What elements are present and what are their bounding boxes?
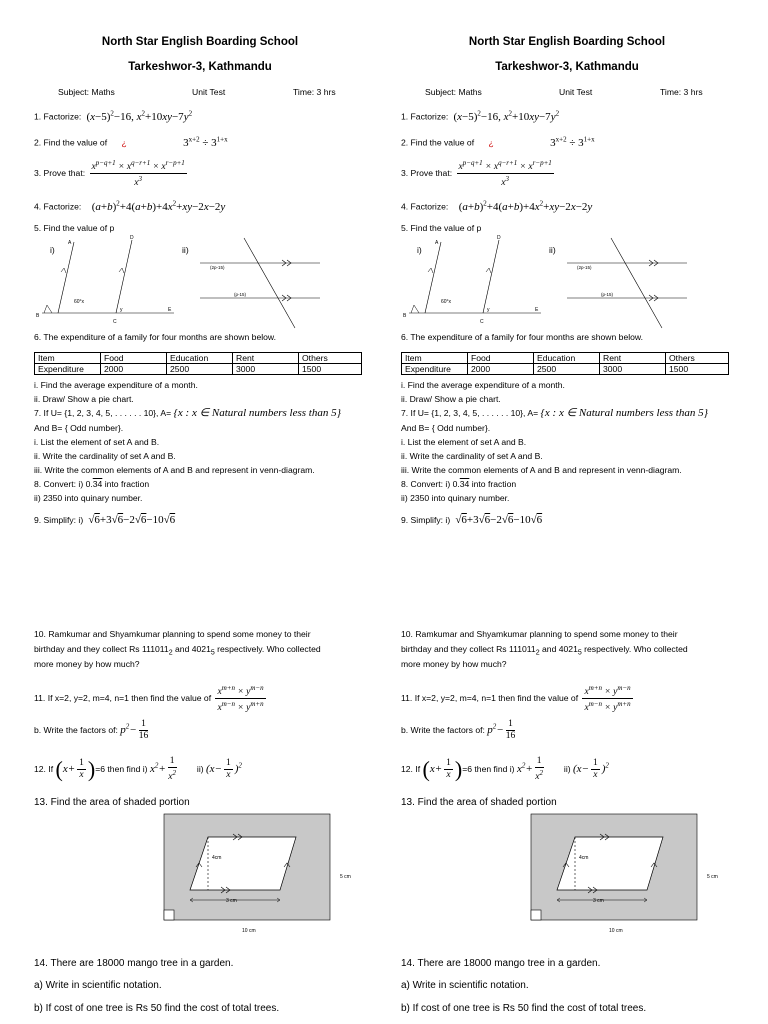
exam-type: Unit Test <box>559 87 593 97</box>
q6-part-i: i. Find the average expenditure of a month. <box>401 380 565 390</box>
question-10-line-3: more money by how much? <box>34 659 140 669</box>
label-E: E <box>535 307 539 313</box>
question-13: 13. Find the area of shaded portion <box>34 797 190 808</box>
table-cell: Others <box>666 353 729 364</box>
question-6: 6. The expenditure of a family for four months are shown below. <box>34 332 277 342</box>
parallel-lines-figure-2 <box>200 236 325 330</box>
shaded-area-figure <box>154 812 354 942</box>
bottom-label: 10 cm <box>609 928 623 934</box>
angle-2p-15: (2p-15) <box>577 265 592 270</box>
question-4: 4. Factorize: $(a+b)^2+4(a+b)+4x^2+xy-2x-2y$ <box>401 199 593 213</box>
label-C: C <box>480 319 484 325</box>
angle-p-15: (p-15) <box>234 292 247 297</box>
bottom-label: 10 cm <box>242 928 256 934</box>
q6-part-ii: ii. Draw/ Show a pie chart. <box>34 394 134 404</box>
q7-part-iii: iii. Write the common elements of A and B and represent in venn-diagram. <box>34 465 315 475</box>
label-A: A <box>435 240 439 246</box>
question-10-line-1: 10. Ramkumar and Shyamkumar planning to spend some money to their <box>401 629 678 639</box>
question-1: 1. Factorize: $(x-5)^2-16$, $x^2+10xy-7y^2$ <box>34 109 193 123</box>
school-address: Tarkeshwor-3, Kathmandu <box>495 61 639 73</box>
q8-part-ii: ii) 2350 into quinary number. <box>401 493 510 503</box>
table-cell: Rent <box>600 353 666 364</box>
table-cell: Expenditure <box>402 364 468 375</box>
table-header-row <box>35 353 362 364</box>
table-header-row <box>402 353 729 364</box>
time: Time: 3 hrs <box>660 87 703 97</box>
question-8: 8. Convert: i) 0.34 into fraction <box>34 479 150 489</box>
base-label: 3 cm <box>226 898 237 904</box>
table-cell: Others <box>299 353 362 364</box>
school-name: North Star English Boarding School <box>101 36 299 48</box>
question-7: 7. If U= {1, 2, 3, 4, 5, . . . . . . 10}, A= {x : x ∈ Natural numbers less than 5} <box>401 407 708 419</box>
q7-part-i: i. List the element of set A and B. <box>34 437 160 447</box>
q7-part-i: i. List the element of set A and B. <box>401 437 527 447</box>
table-row <box>402 364 729 375</box>
question-9: 9. Simplify: i) √6+3√6−2√6−10√6 <box>401 514 543 526</box>
base-label: 3 cm <box>593 898 604 904</box>
angle-label: 60°x <box>441 299 452 305</box>
table-cell: Item <box>35 353 101 364</box>
parallel-lines-figure-1 <box>401 232 551 328</box>
q7-part-ii: ii. Write the cardinality of set A and B. <box>401 451 543 461</box>
angle-label: 60°x <box>74 299 85 305</box>
q7-part-ii: ii. Write the cardinality of set A and B. <box>34 451 176 461</box>
label-D: D <box>497 235 501 241</box>
question-5: 5. Find the value of p <box>401 223 482 233</box>
table-cell: 3000 <box>600 364 666 375</box>
question-2: 2. Find the value of ¿ $3^{x+2} \div 3^{1+x}$ <box>34 135 228 149</box>
school-name: North Star English Boarding School <box>468 36 666 48</box>
label-D: D <box>130 235 134 241</box>
question-11: 11. If x=2, y=2, m=4, n=1 then find the value of $\frac{x^{m+n} \times y^{m-n}}{x^{m-n} \times y^{m+n}}$ <box>401 684 631 714</box>
table-cell: 3000 <box>233 364 299 375</box>
question-7: 7. If U= {1, 2, 3, 4, 5, . . . . . . 10}, A= {x : x ∈ Natural numbers less than 5} <box>34 407 341 419</box>
question-10-line-3: more money by how much? <box>401 659 507 669</box>
table-cell: 2500 <box>534 364 600 375</box>
q5-part-ii: ii) <box>182 245 189 255</box>
table-cell: Education <box>534 353 600 364</box>
side-label: 5 cm <box>707 874 718 880</box>
shaded-area-figure <box>521 812 721 942</box>
question-10-line-2: birthday and they collect Rs $111011_2$ and $4021_5$ respectively. Who collected <box>401 644 688 657</box>
question-5: 5. Find the value of p <box>34 223 115 233</box>
question-14: 14. There are 18000 mango tree in a garden. <box>401 958 601 969</box>
time: Time: 3 hrs <box>293 87 336 97</box>
question-8: 8. Convert: i) 0.34 into fraction <box>401 479 517 489</box>
q14-part-a: a) Write in scientific notation. <box>401 980 529 991</box>
label-B: B <box>36 313 40 319</box>
parallel-lines-figure-1 <box>34 232 184 328</box>
q6-part-i: i. Find the average expenditure of a month. <box>34 380 198 390</box>
label-E: E <box>168 307 172 313</box>
table-cell: 2000 <box>101 364 167 375</box>
question-2: 2. Find the value of ¿ $3^{x+2} \div 3^{1+x}$ <box>401 135 595 149</box>
label-C: C <box>113 319 117 325</box>
table-cell: Food <box>468 353 534 364</box>
question-10-line-1: 10. Ramkumar and Shyamkumar planning to spend some money to their <box>34 629 311 639</box>
table-cell: Item <box>402 353 468 364</box>
question-13: 13. Find the area of shaded portion <box>401 797 557 808</box>
table-row <box>35 364 362 375</box>
set-a-definition: {x : x ∈ Natural numbers less than 5} <box>540 407 708 419</box>
table-cell: Education <box>167 353 233 364</box>
label-B: B <box>403 313 407 319</box>
question-12: 12. If (x+ $\frac{1}{x}$ )=6 then find i) $x^2+$ $\frac{1}{x^2}$ ii) (x− $\frac{1}{x}$ )$^2$ <box>34 756 242 783</box>
set-a-definition: {x : x ∈ Natural numbers less than 5} <box>173 407 341 419</box>
q6-part-ii: ii. Draw/ Show a pie chart. <box>401 394 501 404</box>
question-4: 4. Factorize: $(a+b)^2+4(a+b)+4x^2+xy-2x-2y$ <box>34 199 226 213</box>
height-label: 4cm <box>579 855 589 861</box>
question-3: 3. Prove that: $\frac{x^{p-q+1} \times x^{q-r+1} \times x^{r-p+1}}{x^3}$ <box>34 159 185 189</box>
angle-p-15: (p-15) <box>601 292 614 297</box>
table-cell: Expenditure <box>35 364 101 375</box>
label-y: y <box>487 307 490 313</box>
question-10-line-2: birthday and they collect Rs $111011_2$ and $4021_5$ respectively. Who collected <box>34 644 321 657</box>
table-cell: 2000 <box>468 364 534 375</box>
q14-part-b: b) If cost of one tree is Rs 50 find the cost of total trees. <box>401 1003 647 1014</box>
q5-part-i: i) <box>50 245 55 255</box>
question-14: 14. There are 18000 mango tree in a garden. <box>34 958 234 969</box>
question-3: 3. Prove that: $\frac{x^{p-q+1} \times x^{q-r+1} \times x^{r-p+1}}{x^3}$ <box>401 159 552 189</box>
exam-copy-left <box>34 0 400 1024</box>
q14-part-a: a) Write in scientific notation. <box>34 980 162 991</box>
table-cell: 1500 <box>666 364 729 375</box>
table-cell: Rent <box>233 353 299 364</box>
parallel-lines-figure-2 <box>567 236 692 330</box>
label-A: A <box>68 240 72 246</box>
table-cell: 1500 <box>299 364 362 375</box>
q14-part-b: b) If cost of one tree is Rs 50 find the cost of total trees. <box>34 1003 280 1014</box>
expenditure-table <box>401 352 729 375</box>
q5-part-i: i) <box>417 245 422 255</box>
height-label: 4cm <box>212 855 222 861</box>
table-cell: Food <box>101 353 167 364</box>
question-1: 1. Factorize: $(x-5)^2-16$, $x^2+10xy-7y^2$ <box>401 109 560 123</box>
q7-set-b: And B= { Odd number}. <box>401 423 491 433</box>
q7-set-b: And B= { Odd number}. <box>34 423 124 433</box>
question-9: 9. Simplify: i) √6+3√6−2√6−10√6 <box>34 514 176 526</box>
side-label: 5 cm <box>340 874 351 880</box>
exam-copy-right <box>401 0 767 1024</box>
label-y: y <box>120 307 123 313</box>
q5-part-ii: ii) <box>549 245 556 255</box>
school-address: Tarkeshwor-3, Kathmandu <box>128 61 272 73</box>
question-12: 12. If (x+ $\frac{1}{x}$ )=6 then find i) $x^2+$ $\frac{1}{x^2}$ ii) (x− $\frac{1}{x}$ )$^2$ <box>401 756 609 783</box>
angle-2p-15: (2p-15) <box>210 265 225 270</box>
question-11: 11. If x=2, y=2, m=4, n=1 then find the value of $\frac{x^{m+n} \times y^{m-n}}{x^{m-n} \times y^{m+n}}$ <box>34 684 264 714</box>
q7-part-iii: iii. Write the common elements of A and B and represent in venn-diagram. <box>401 465 682 475</box>
question-6: 6. The expenditure of a family for four months are shown below. <box>401 332 644 342</box>
question-11b: b. Write the factors of: $p^2-$ $\frac{1}{16}$ <box>34 719 149 741</box>
table-cell: 2500 <box>167 364 233 375</box>
subject: Subject: Maths <box>425 87 482 97</box>
q8-part-ii: ii) 2350 into quinary number. <box>34 493 143 503</box>
subject: Subject: Maths <box>58 87 115 97</box>
question-11b: b. Write the factors of: $p^2-$ $\frac{1}{16}$ <box>401 719 516 741</box>
expenditure-table <box>34 352 362 375</box>
exam-type: Unit Test <box>192 87 226 97</box>
